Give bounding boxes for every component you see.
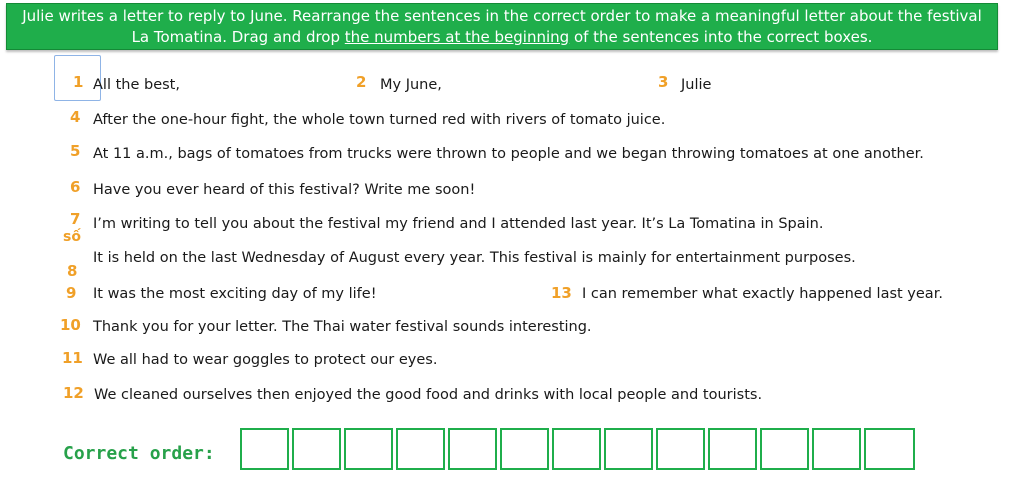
draggable-number-13[interactable]: 13: [551, 284, 572, 302]
draggable-number-9[interactable]: 9: [66, 284, 77, 302]
draggable-number-7[interactable]: 7: [70, 210, 81, 228]
answer-slot-10[interactable]: [708, 428, 757, 470]
answer-slot-5[interactable]: [448, 428, 497, 470]
answer-slot-8[interactable]: [604, 428, 653, 470]
sentence-9-text: It was the most exciting day of my life!: [93, 286, 377, 302]
answer-slots: [240, 428, 918, 473]
answer-slot-4[interactable]: [396, 428, 445, 470]
sentence-12-text: We cleaned ourselves then enjoyed the good food and drinks with local people and tourists.: [94, 387, 763, 403]
sentence-7-text: I’m writing to tell you about the festival my friend and I attended last year. It’s La Tomatina in Spain.: [93, 216, 824, 232]
answer-slot-12[interactable]: [812, 428, 861, 470]
draggable-number-8[interactable]: 8: [67, 262, 78, 280]
answer-slot-7[interactable]: [552, 428, 601, 470]
sentence-11-text: We all had to wear goggles to protect our eyes.: [93, 352, 438, 368]
sentence-10-text: Thank you for your letter. The Thai water festival sounds interesting.: [93, 319, 592, 335]
overlay-so-text: số: [63, 229, 81, 245]
sentence-8-text: It is held on the last Wednesday of August every year. This festival is mainly for entertainment purposes.: [93, 250, 856, 266]
draggable-number-11[interactable]: 11: [62, 349, 83, 367]
answer-slot-9[interactable]: [656, 428, 705, 470]
instruction-line-2: [7, 27, 997, 48]
draggable-number-10[interactable]: 10: [60, 316, 81, 334]
answer-slot-3[interactable]: [344, 428, 393, 470]
sentence-3-text: Julie: [681, 77, 712, 93]
answer-slot-6[interactable]: [500, 428, 549, 470]
instruction-banner: [6, 3, 998, 50]
sentence-13-text: I can remember what exactly happened last year.: [582, 286, 943, 302]
draggable-number-2[interactable]: 2: [356, 73, 367, 91]
sentence-6-text: Have you ever heard of this festival? Write me soon!: [93, 182, 476, 198]
answer-slot-11[interactable]: [760, 428, 809, 470]
instruction-line-2-suffix: of the sentences into the correct boxes.: [569, 28, 873, 46]
draggable-number-12[interactable]: 12: [63, 384, 84, 402]
instruction-line-2-prefix: La Tomatina. Drag and drop: [131, 28, 345, 46]
answer-slot-2[interactable]: [292, 428, 341, 470]
sentence-5-text: At 11 a.m., bags of tomatoes from trucks were thrown to people and we began throwing tomatoes at one another.: [93, 146, 924, 162]
draggable-number-3[interactable]: 3: [658, 73, 669, 91]
sentence-2-text: My June,: [380, 77, 442, 93]
sentence-1-text: All the best,: [93, 77, 180, 93]
draggable-number-1[interactable]: 1: [73, 73, 84, 91]
answer-slot-1[interactable]: [240, 428, 289, 470]
correct-order-label: Correct order:: [63, 443, 215, 464]
draggable-number-6[interactable]: 6: [70, 178, 81, 196]
draggable-number-5[interactable]: 5: [70, 142, 81, 160]
draggable-number-4[interactable]: 4: [70, 108, 81, 126]
instruction-line-1: Julie writes a letter to reply to June. Rearrange the sentences in the correct order to make a meaningful letter about the festival: [22, 7, 982, 25]
answer-slot-13[interactable]: [864, 428, 915, 470]
instruction-underlined: the numbers at the beginning: [344, 28, 570, 46]
sentence-4-text: After the one-hour fight, the whole town turned red with rivers of tomato juice.: [93, 112, 666, 128]
